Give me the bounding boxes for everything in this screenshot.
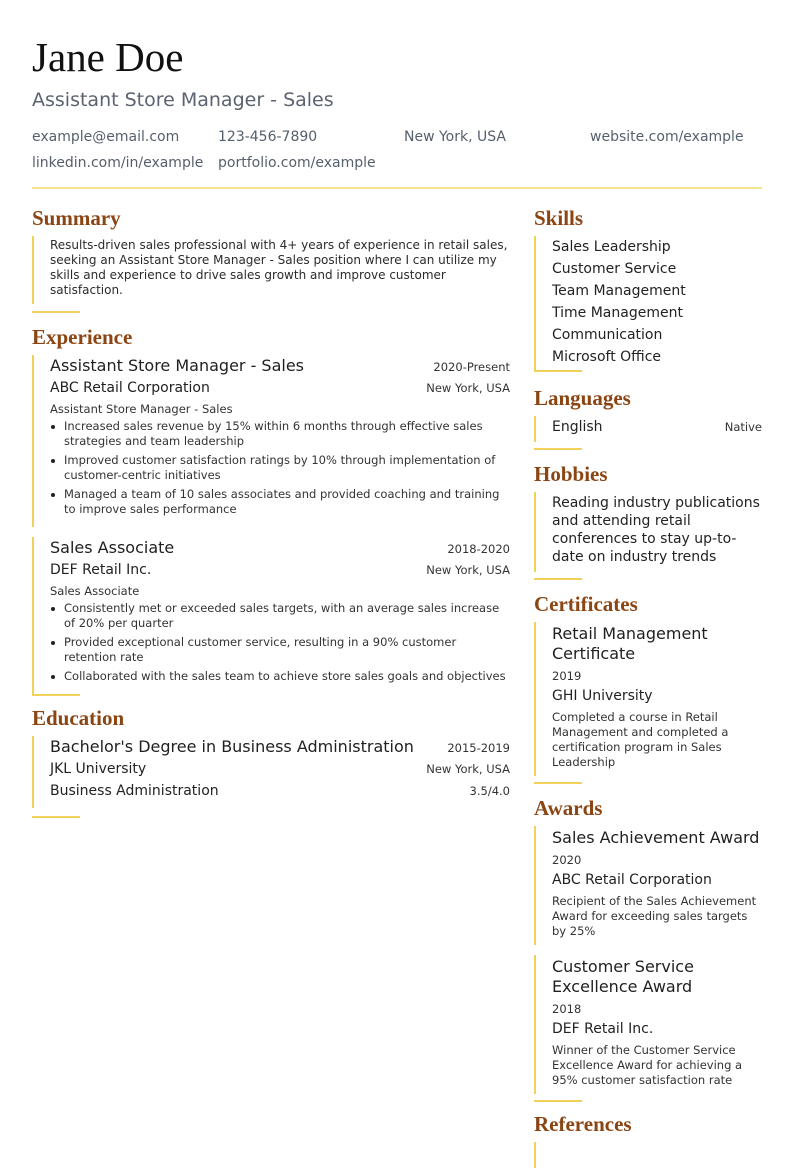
education-entry: [32, 736, 510, 808]
award-year: 2018: [552, 1002, 582, 1016]
field-of-study: Business Administration: [50, 783, 219, 799]
job-bullet: Collaborated with the sales team to achieve store sales goals and objectives: [50, 669, 510, 684]
section-divider: [534, 448, 582, 450]
job-bullet: Increased sales revenue by 15% within 6 months through effective sales strategies and team leadership: [50, 419, 510, 449]
skill-item: Sales Leadership: [552, 239, 671, 255]
job-bullets: [50, 419, 510, 517]
references-heading: References: [534, 1112, 632, 1136]
award-title: Customer Service Excellence Award: [552, 957, 694, 996]
hobby-item: Reading industry publications and attending retail conferences to stay up-to-date on industry trends: [552, 495, 760, 565]
skill-item: Microsoft Office: [552, 349, 662, 365]
job-dates: 2020-Present: [433, 360, 510, 374]
awards-section: [534, 794, 762, 1102]
candidate-name: Jane Doe: [32, 34, 184, 80]
skills-heading: Skills: [534, 206, 584, 230]
education-location: New York, USA: [426, 762, 510, 776]
main-column: [32, 204, 510, 818]
award-entry: [534, 955, 762, 1094]
contact-info: [32, 126, 762, 174]
experience-section: [32, 323, 510, 696]
section-divider: [534, 578, 582, 580]
candidate-role: Assistant Store Manager - Sales: [32, 89, 334, 111]
section-divider: [534, 1100, 582, 1102]
certificate-description: Completed a course in Retail Management and completed a certification program in Sales Leadership: [552, 710, 729, 769]
job-location: New York, USA: [426, 563, 510, 577]
skill-item: Time Management: [552, 305, 683, 321]
hobbies-heading: Hobbies: [534, 462, 608, 486]
section-divider: [534, 370, 582, 372]
skills-list: [534, 236, 762, 370]
education-heading: Education: [32, 706, 125, 730]
certificate-issuer: GHI University: [552, 688, 653, 704]
skills-section: [534, 204, 762, 372]
certificates-section: [534, 590, 762, 784]
degree: Bachelor's Degree in Business Administration: [50, 737, 414, 756]
skill-item: Customer Service: [552, 261, 677, 277]
references-list: [534, 1142, 762, 1168]
job-role: Assistant Store Manager - Sales: [50, 402, 233, 416]
contact-website[interactable]: website.com/example: [590, 129, 744, 145]
job-company: DEF Retail Inc.: [50, 562, 152, 578]
job-bullet: Improved customer satisfaction ratings by 10% through implementation of customer-centric initiatives: [50, 453, 510, 483]
contact-linkedin[interactable]: linkedin.com/in/example: [32, 155, 204, 171]
award-issuer: ABC Retail Corporation: [552, 872, 712, 888]
section-divider: [32, 311, 80, 313]
gpa: 3.5/4.0: [469, 784, 510, 798]
skill-item: Team Management: [552, 283, 686, 299]
job-role: Sales Associate: [50, 584, 140, 598]
language-level: Native: [724, 420, 762, 434]
contact-location: New York, USA: [404, 129, 506, 145]
job-bullet: Managed a team of 10 sales associates and provided coaching and training to improve sales performance: [50, 487, 510, 517]
award-description: Recipient of the Sales Achievement Award for exceeding sales targets by 25%: [552, 894, 757, 938]
award-year: 2020: [552, 853, 582, 867]
section-divider: [32, 694, 80, 696]
awards-heading: Awards: [534, 796, 603, 820]
section-divider: [32, 816, 80, 818]
education-section: [32, 704, 510, 818]
contact-phone[interactable]: 123-456-7890: [218, 129, 318, 145]
job-bullet: Consistently met or exceeded sales targets, with an average sales increase of 20% per quarter: [50, 601, 510, 631]
award-title: Sales Achievement Award: [552, 828, 760, 847]
job-bullets: [50, 601, 510, 684]
contact-email[interactable]: example@email.com: [32, 129, 180, 145]
hobbies-list: [534, 492, 762, 572]
award-issuer: DEF Retail Inc.: [552, 1021, 654, 1037]
certificate-entry: [534, 622, 762, 776]
certificate-year: 2019: [552, 669, 582, 683]
job-location: New York, USA: [426, 381, 510, 395]
job-company: ABC Retail Corporation: [50, 380, 210, 396]
hobbies-section: [534, 460, 762, 580]
side-column: [534, 204, 762, 1168]
job-dates: 2018-2020: [447, 542, 510, 556]
contact-portfolio[interactable]: portfolio.com/example: [218, 155, 376, 171]
school: JKL University: [50, 761, 147, 777]
summary-text: Results-driven sales professional with 4+ years of experience in retail sales, seeking an Assistant Store Manager - Sales position where I can utilize my skills and experience to drive sales growth and improve customer satisfaction.: [32, 236, 510, 304]
languages-list: [534, 416, 762, 442]
job-title: Assistant Store Manager - Sales: [50, 356, 305, 375]
skill-item: Communication: [552, 327, 663, 343]
references-section: [534, 1110, 762, 1168]
experience-entry: [32, 355, 510, 527]
language-item: [552, 416, 762, 438]
certificate-title: Retail Management Certificate: [552, 624, 708, 663]
experience-entry: [32, 537, 510, 694]
languages-section: [534, 384, 762, 450]
section-divider: [534, 782, 582, 784]
education-dates: 2015-2019: [447, 741, 510, 755]
certificates-heading: Certificates: [534, 592, 638, 616]
language-name: English: [552, 419, 603, 435]
summary-heading: Summary: [32, 206, 121, 230]
experience-heading: Experience: [32, 325, 133, 349]
job-title: Sales Associate: [50, 538, 175, 557]
job-bullet: Provided exceptional customer service, resulting in a 90% customer retention rate: [50, 635, 510, 665]
summary-section: [32, 204, 510, 313]
header-divider: [32, 187, 762, 189]
award-entry: [534, 826, 762, 945]
languages-heading: Languages: [534, 386, 631, 410]
award-description: Winner of the Customer Service Excellence Award for achieving a 95% customer satisfaction rate: [552, 1043, 743, 1087]
